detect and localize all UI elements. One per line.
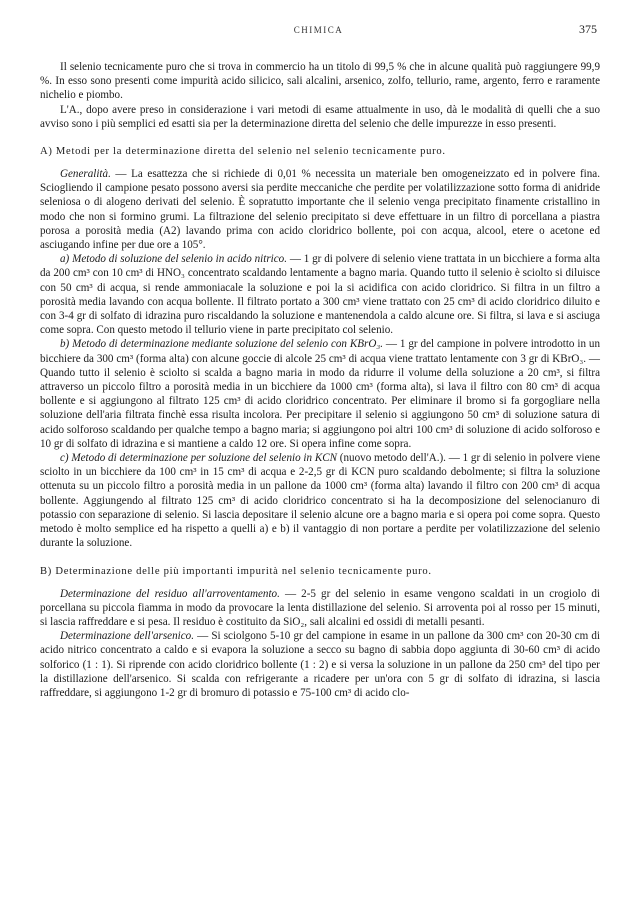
method-c-text: (nuovo metodo dell'A.). — 1 gr di selenio in polvere viene sciolto in un bicchiere da 100 cm³ in 15 cm³ di acqua e 2-2,5 gr di KCN puro scaldando debolmente; si filtra la soluzione ottenuta su un piccolo filtro a porosità media in un pallone da 1000 cm³ (forma alta) lavando il filtro con 200 cm³ di acqua bollente. Aggiungendo al filtrato 125 cm³ di acido cloridrico concentrato si ha la decomposizione del selenocianuro di potassio con separazione di selenio. Si lascia depositare il selenio alcune ore a bagno maria e si opera poi come sopra. Questo metodo è molto semplice ed ha rispetto a quelli a) e b) il vantaggio di non portare a perdite per volatilizzazione del selenio durante la soluzione. — [40, 452, 601, 550]
residue-label: Determinazione del residuo all'arroventamento. — [60, 587, 280, 600]
arsenic-label: Determinazione dell'arsenico. — [60, 630, 194, 643]
intro-paragraph: Il selenio tecnicamente puro che si trova in commercio ha un titolo di 99,5 % che in alcune qualità può raggiungere 99,9 %. In esso sono presenti come impurità acido silicico, sali alcalini, arsenico, zolfo, tellurio, rame, argento, ferro e raramente nichelio e piombo. — [40, 61, 600, 102]
method-a-paragraph — [40, 252, 600, 337]
method-b-paragraph — [40, 337, 600, 451]
page-number: 375 — [579, 22, 597, 36]
generalita-text: — La esattezza che si richiede di 0,01 % necessita un materiale ben omogeneizzato ed in polvere fina. Sciogliendo il campione pesato possono aversi sia perdite meccaniche che perdite per volatilizzazione sotto forma di anidride seleniosa o di alogeno derivati del selenio. È sopratutto importante che il selenio venga precipitato finamente cristallino in modo che non si formino grumi. La filtrazione del selenio precipitato si deve effettuare in un filtro di porcellana a piastra porosa a porosità media (A2) lavando prima con acido cloridrico bollente, poi con acqua, alcool, etere o acetone ed asciugando infine per due ore a 105°. — [40, 168, 600, 252]
method-b-text: — 1 gr del campione in polvere introdotto in un bicchiere da 300 cm³ (forma alta) con alcune goccie di alcole 25 cm³ di acqua viene trattato lentamente con 3 gr di KBrO₃. — Quando tutto il selenio è sciolto si scalda a bagno maria in modo da ridurre il volume della soluzione a 20 cm³, si filtra attraverso un piccolo filtro a porosità media in un bicchiere da 1000 cm³ (forma alta), si lava il filtro con 80 cm³ di acqua bollente e si aggiungono al filtrato 125 cm³ di acido cloridrico concentrato. Per eliminare il bromo si fa gorgogliare nella soluzione dell'aria filtrata finchè essa risulta incolora. Per precipitare il selenio si aggiungono 50 cm³ di soluzione satura di acido solforoso scaldando per qualche tempo a bagno maria; si aggiungono poi altri 100 cm³ di soluzione di acido solforoso e 10 gr di solfato di idrazina e si mantiene a caldo 12 ore. Si opera infine come sopra. — [40, 338, 600, 450]
method-c-paragraph — [40, 451, 600, 550]
running-title: CHIMICA — [293, 25, 344, 35]
arsenic-text: — Si sciolgono 5-10 gr del campione in esame in un pallone da 300 cm³ con 20-30 cm di acido nitrico concentrato a caldo e si evapora la soluzione a secco su bagno di sabbia dopo aggiunta di 30-60 cm³ di acido solforico (1 : 1). Si riprende con acido cloridrico bollente (1 : 2) e si versa la soluzione in un pallone da 250 cm³ del tipo per la distillazione dell'arsenico. Si scalda con refrigerante a ricadere per un'ora con 5 gr di solfato di idrazina, si lascia raffreddare, si aggiungono 1-2 gr di bromuro di potassio e 75-100 cm³ di acido clo- — [40, 630, 600, 699]
method-c-label: c) Metodo di determinazione per soluzione del selenio in KCN — [60, 452, 338, 465]
generalita-paragraph — [40, 167, 600, 252]
method-a-label: a) Metodo di soluzione del selenio in acido nitrico. — [60, 253, 287, 266]
section-b-heading: B) Determinazione delle più importanti impurità nel selenio tecnicamente puro. — [40, 565, 432, 577]
method-a-text: — 1 gr di polvere di selenio viene trattata in un bicchiere a forma alta da 200 cm³ con 10 cm³ di HNO₃ concentrato scaldando lentamente a bagno maria. Quando tutto il selenio è sciolto si diluisce con 50 cm³ di acqua, si rende ammoniacale la soluzione e poi la si acidifica con acido cloridrico. Si filtra in un filtro a porosità media lavando con acqua bollente. Il filtrato portato a 300 cm³ viene trattato con 25 cm³ di acido cloridrico diluito e con 3-4 gr di solfato di idrazina puro riscaldando la soluzione e mantenendola a caldo alcune ore. Si filtra, si lava e si asciuga come sopra. Con questo metodo il tellurio viene in parte precipitato col selenio. — [40, 253, 600, 337]
method-b-label: b) Metodo di determinazione mediante soluzione del selenio con KBrO₃. — [60, 338, 384, 351]
residue-paragraph — [40, 587, 600, 630]
section-a-heading: A) Metodi per la determinazione diretta del selenio nel selenio tecnicamente puro. — [40, 146, 446, 158]
arsenic-paragraph — [40, 629, 600, 700]
author-paragraph: L'A., dopo avere preso in considerazione i vari metodi di esame attualmente in uso, dà le modalità di quelli che a suo avviso sono i più semplici ed esatti sia per la determinazione diretta del selenio che delle impurezze in esso presenti. — [40, 103, 600, 130]
generalita-label: Generalità. — [60, 168, 111, 181]
text-column — [40, 60, 600, 700]
residue-text: — 2-5 gr del selenio in esame vengono scaldati in un crogiolo di porcellana su piccola fiamma in modo da provocare la lenta distillazione del selenio. Si arroventa poi al rosso per 15 minuti, si lascia raffreddare e si pesa. Il residuo è costituito da SiO₂, sali alcalini ed ossidi di metalli pesanti. — [40, 587, 600, 628]
page-header — [40, 22, 597, 38]
